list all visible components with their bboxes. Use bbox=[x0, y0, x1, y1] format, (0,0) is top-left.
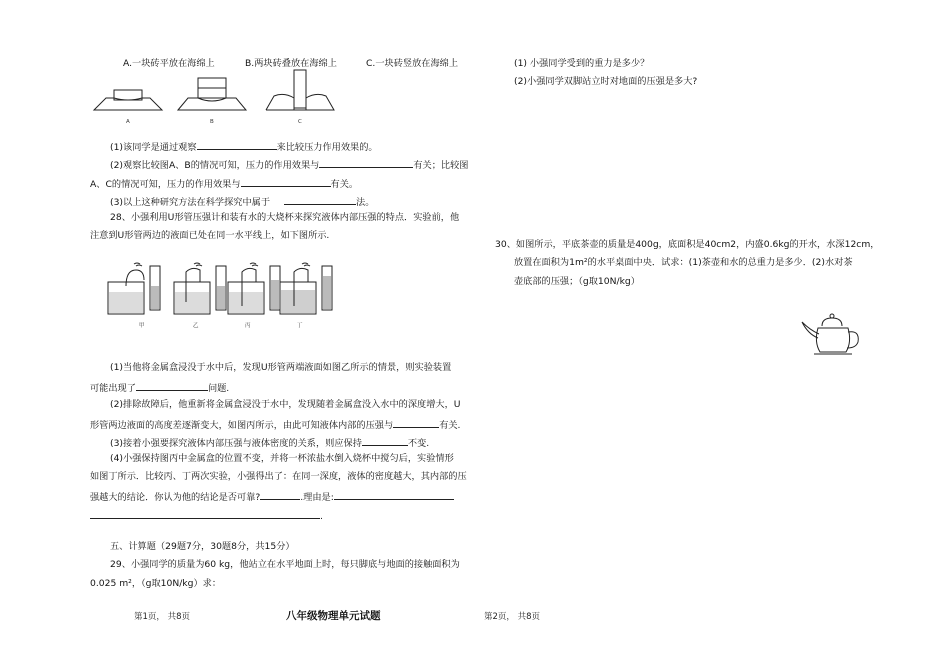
sponge-figure-c bbox=[264, 66, 336, 122]
question-29-part2: (2)小强同学双脚站立时对地面的压强是多大? bbox=[514, 76, 698, 87]
question-28-part2a: (2)排除故障后，他重新将金属盒浸没于水中，发现随着金属盒没入水中的深度增大，U bbox=[110, 399, 461, 410]
question-28-line2: 注意到U形管两边的液面已处在同一水平线上，如下图所示. bbox=[90, 230, 330, 241]
question-28-part4b: 如图丁所示．比较丙、丁两次实验，小强得出了：在同一深度，液体的密度越大，其内部的压 bbox=[90, 471, 467, 482]
question-29-line2: 0.025 m²，（g取10N/kg）求： bbox=[90, 578, 222, 589]
teapot-illustration bbox=[800, 312, 866, 362]
fig-label-a: A bbox=[126, 119, 130, 125]
question-28-part1b: 可能出现了 问题. bbox=[90, 380, 229, 395]
footer-title: 八年级物理单元试题 bbox=[286, 610, 381, 622]
u-tube-figure-bing bbox=[226, 262, 284, 318]
question-pressure-2a: (2)观察比较图A、B的情况可知，压力的作用效果与 有关；比较图 bbox=[110, 157, 468, 172]
u-label-jia: 甲 bbox=[139, 323, 145, 329]
u-label-ding: 丁 bbox=[297, 323, 303, 329]
question-30-line3: 壶底部的压强；（g取10N/kg） bbox=[514, 276, 640, 287]
question-28-part1a: (1)当他将金属盒浸没于水中后，发现U形管两端液面如图乙所示的情景，则实验装置 bbox=[110, 362, 452, 373]
question-29-part1: (1) 小强同学受到的重力是多少？ bbox=[514, 58, 650, 69]
sponge-figure-a bbox=[92, 82, 164, 122]
question-28-part4c: 强越大的结论．你认为他的结论是否可靠? .理由是: bbox=[90, 489, 454, 504]
u-tube-figure-jia bbox=[106, 262, 164, 318]
option-c: C.一块砖竖放在海绵上 bbox=[366, 58, 459, 69]
question-29-line1: 29、小强同学的质量为60 kg，他站立在水平地面上时，每只脚底与地面的接触面积为 bbox=[110, 559, 460, 570]
question-28-line1: 28、小强利用U形管压强计和装有水的大烧杯来探究液体内部压强的特点．实验前，他 bbox=[110, 212, 460, 223]
option-a: A.一块砖平放在海绵上 bbox=[123, 58, 215, 69]
u-label-bing: 丙 bbox=[245, 323, 251, 329]
footer-page-left: 第1页， 共8页 bbox=[134, 612, 191, 622]
question-pressure-3: (3)以上这种研究方法在科学探究中属于 法。 bbox=[110, 194, 374, 209]
question-pressure-2b: A、C的情况可知，压力的作用效果与 有关。 bbox=[90, 176, 358, 191]
option-b: B.两块砖叠放在海绵上 bbox=[245, 58, 337, 69]
question-30-line1: 30、如图所示，平底茶壶的质量是400g，底面积是40cm2，内盛0.6kg的开水，水深12cm， bbox=[495, 239, 880, 250]
sponge-figure-b bbox=[176, 74, 248, 122]
question-28-part3: (3)接着小强要探究液体内部压强与液体密度的关系，则应保持 不变. bbox=[110, 435, 429, 450]
question-28-part4a: (4)小强保持图丙中金属盒的位置不变，并将一杯浓盐水倒入烧杯中搅匀后，实验情形 bbox=[110, 453, 454, 464]
u-tube-figure-ding bbox=[278, 262, 336, 318]
u-tube-figure-yi bbox=[172, 262, 230, 318]
fig-label-b: B bbox=[210, 119, 214, 125]
question-30-line2: 放置在面积为1m²的水平桌面中央．试求：(1)茶壶和水的总重力是多少．(2)水对茶 bbox=[514, 257, 853, 268]
question-28-part4d: . bbox=[90, 508, 323, 523]
fig-label-c: C bbox=[298, 119, 302, 125]
question-28-part2b: 形管两边液面的高度差逐渐变大，如图丙所示，由此可知液体内部的压强与 有关. bbox=[90, 417, 460, 432]
question-pressure-1: (1)该同学是通过观察 来比较压力作用效果的。 bbox=[110, 139, 378, 154]
u-label-yi: 乙 bbox=[193, 323, 199, 329]
footer-page-right: 第2页， 共8页 bbox=[484, 612, 541, 622]
section-5-heading: 五、计算题（29题7分，30题8分，共15分） bbox=[110, 541, 295, 552]
